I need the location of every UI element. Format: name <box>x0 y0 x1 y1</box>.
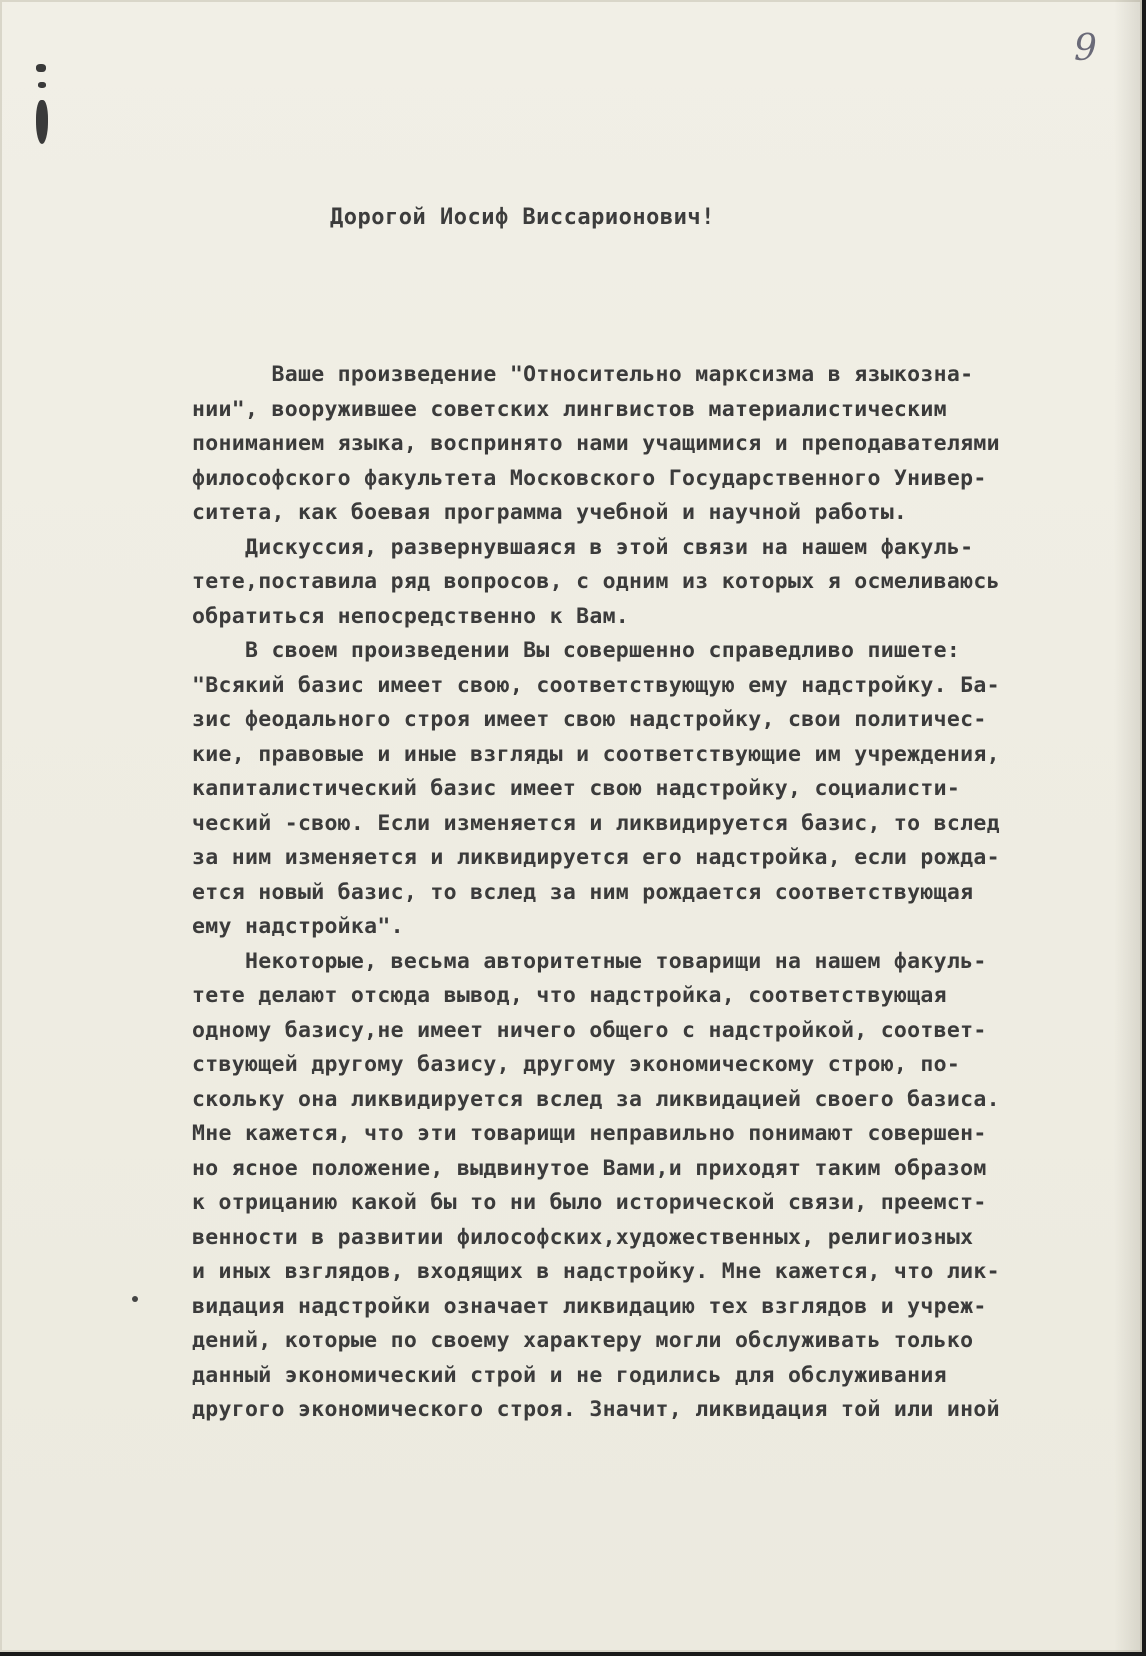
punch-mark <box>36 64 46 72</box>
text-line: Ваше произведение "Относительно марксизма в языкозна- <box>192 362 974 387</box>
text-line: ситета, как боевая программа учебной и научной работы. <box>192 500 908 525</box>
text-line: венности в развитии философских,художественных, религиозных <box>192 1224 974 1250</box>
text-line: капиталистический базис имеет свою надстройку, социалисти- <box>192 776 961 801</box>
text-line: дений, которые по своему характеру могли обслуживать только <box>192 1328 974 1353</box>
punch-mark <box>36 100 48 144</box>
text-line: ствующей другому базису, другому экономическому строю, по- <box>192 1052 961 1077</box>
punch-mark <box>38 82 46 88</box>
text-line: нии", вооружившее советских лингвистов материалистическим <box>192 396 947 422</box>
text-line: за ним изменяется и ликвидируется его надстройка, если рожда- <box>192 845 1000 870</box>
text-line: к отрицанию какой бы то ни было исторической связи, преемст- <box>192 1190 987 1215</box>
text-line: философского факультета Московского Государственного Универ- <box>192 465 987 491</box>
text-line: кие, правовые и иные взгляды и соответствующие им учреждения, <box>192 741 1000 767</box>
text-line: ется новый базис, то вслед за ним рождается соответствующая <box>192 879 974 905</box>
text-line: и иных взглядов, входящих в надстройку. Мне кажется, что лик- <box>192 1259 1000 1284</box>
text-line: видация надстройки означает ликвидацию тех взглядов и учреж- <box>192 1293 987 1319</box>
page-number: 9 <box>1074 28 1097 69</box>
text-line: скольку она ликвидируется вслед за ликвидацией своего базиса. <box>192 1086 1000 1112</box>
text-line: обратиться непосредственно к Вам. <box>192 603 630 629</box>
text-line: ему надстройка". <box>192 914 404 939</box>
text-line: тете делают отсюда вывод, что надстройка, соответствующая <box>192 983 947 1008</box>
text-line: ческий -свою. Если изменяется и ликвидируется базис, то вслед <box>192 810 1000 836</box>
text-line: одному базису,не имеет ничего общего с надстройкой, соответ- <box>192 1017 987 1043</box>
text-line: "Всякий базис имеет свою, соответствующую ему надстройку. Ба- <box>192 672 1000 698</box>
text-line: другого экономического строя. Значит, ликвидация той или иной <box>192 1397 1000 1422</box>
margin-dot <box>132 1296 138 1302</box>
text-line: но ясное положение, выдвинутое Вами,и приходят таким образом <box>192 1155 987 1181</box>
text-line: данный экономический строй и не годились для обслуживания <box>192 1362 947 1388</box>
salutation: Дорогой Иосиф Виссарионович! <box>330 205 715 230</box>
text-line: Мне кажется, что эти товарищи неправильно понимают совершен- <box>192 1121 987 1146</box>
text-line: тете,поставила ряд вопросов, с одним из которых я осмеливаюсь <box>192 569 1000 594</box>
text-line: зис феодального строя имеет свою надстройку, свои политичес- <box>192 707 987 732</box>
text-line: Дискуссия, развернувшаяся в этой связи на нашем факуль- <box>192 534 974 560</box>
text-line: Некоторые, весьма авторитетные товарищи на нашем факуль- <box>192 948 987 974</box>
letter-body <box>192 358 1112 1428</box>
text-line: В своем произведении Вы совершенно справедливо пишете: <box>192 638 961 663</box>
text-line: пониманием языка, воспринято нами учащимися и преподавателями <box>192 431 1000 456</box>
